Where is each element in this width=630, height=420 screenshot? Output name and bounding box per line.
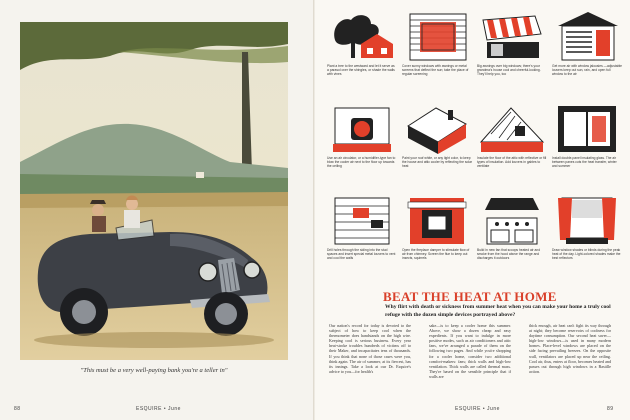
body-column-1: [329, 323, 411, 374]
tip-air-circulator: [327, 102, 397, 184]
footer-right: ESQUIRE • June: [455, 406, 500, 412]
tip-wall-louvers: [327, 194, 397, 276]
tip-window-shades: [552, 194, 622, 276]
illustration-grid: [327, 10, 622, 275]
right-page: [315, 0, 630, 420]
tip-text: Drill holes through the siding into the stud spaces and insert special metal louvers to vent and cool the walls: [327, 248, 396, 260]
body-column-2: [429, 323, 511, 379]
tip-text: Draw window shades or blinds during the peak heat of the day. Light-colored shades make the best reflectors: [552, 248, 621, 260]
tip-tree-shade: [327, 10, 397, 92]
convertible-car-painting: [20, 22, 288, 360]
tip-attic-insulation: [477, 102, 547, 184]
tip-text: Paint your roof white, or any light color, to keep the house and attic cooler by reflecting the solar heat: [402, 156, 473, 168]
article-headline: BEAT THE HEAT AT HOME: [383, 289, 557, 304]
tip-white-roof: [402, 102, 472, 184]
tip-text: Insulate the floor of the attic with reflective or fill types of insulation. Add louvers in gables to ventilate: [477, 156, 547, 168]
footer-left: ESQUIRE • June: [136, 406, 181, 412]
page-number-left: 88: [14, 406, 21, 412]
article-deck: Why flirt with death or sickness from summer heat when you can make your home a truly cool refuge with the dozen simple devices portrayed above?: [385, 304, 611, 318]
tip-text: Big awnings over big windows; there's your grandma's house cool and cheerful-looking. They'll help you, too: [477, 64, 541, 76]
tip-jalousies: [552, 10, 622, 92]
body-text: sake—is to keep a cooler home this summer. Above, we show a dozen cheap and easy expedients. If you want to indulge in more positive modes, such as air conditioners and attic fans, we've arranged a parade of them on the following two pages. And while you're shopping for a cooler home, consider two additional comfort-makers: fans; thick walls and high-low ventilation. Thick walls are called thermal mass. They're based on the sensible principle that if walls are: [429, 323, 511, 379]
page-number-right: 89: [607, 406, 614, 412]
tip-awnings: [477, 10, 547, 92]
tip-fireplace-damper: [402, 194, 472, 276]
tip-insulating-glass: [552, 102, 622, 184]
tip-text: Use an air circulator, or a humidifier-type fan to blow the cooler air next to the floor up towards the ceiling: [327, 156, 396, 168]
tip-text: Cover sunny windows with awnings or metal screens that deflect the sun; take the place of regular screening: [402, 64, 469, 76]
cartoon-caption: "This must be a very well-paying bank you're a teller in": [80, 367, 228, 374]
tip-text: Open the fireplace damper to stimulate flow of air from chimney. Screen the flue to keep out insects, squirrels: [402, 248, 470, 260]
body-text: thick enough, air heat can't fight its way through at night; they become reservoirs of coolness for daytime consumption. Our second heat saver—high-low windows—is used in many modern homes. Place-level windows are placed on the side facing prevailing breezes. On the opposite wall, ventilators are placed up near the ceiling. Cool air, thus, enters at floor, becomes heated and passes out through high windows in a Bastille action.: [529, 323, 611, 374]
tip-range-hood-fan: [477, 194, 547, 276]
tip-text: Build in new fan that scoops heated air and smoke from the hood above the range and discharges it outdoors: [477, 248, 541, 260]
body-text: Our nation's record for today is devoted to the subject of how to keep cool when the thermometer does handstands on the high wire. Keeping cool is serious business. Every year heat-stroke troubles hundreds of victims off to their Maker, and incapacitates tens of thousands. If you think that none of those cases were you, think again. The air of summer, at its fiercest, has its innings. Take a look at our Dr. Esquire's advice to you—for health's: [329, 323, 411, 374]
tip-text: Get more air with window jalousies —adjustable louvers keep out sun, rain, and open full window to the air: [552, 64, 622, 76]
tip-text: Install double-panel insulating glass. The air between panes cuts the heat transfer, winter and summer: [552, 156, 617, 168]
tip-window-screen: [402, 10, 472, 92]
body-column-3: [529, 323, 611, 374]
tip-text: Plant a tree to the westward and let it serve as a parasol over the shingles, or shade the walls with vines: [327, 64, 395, 76]
